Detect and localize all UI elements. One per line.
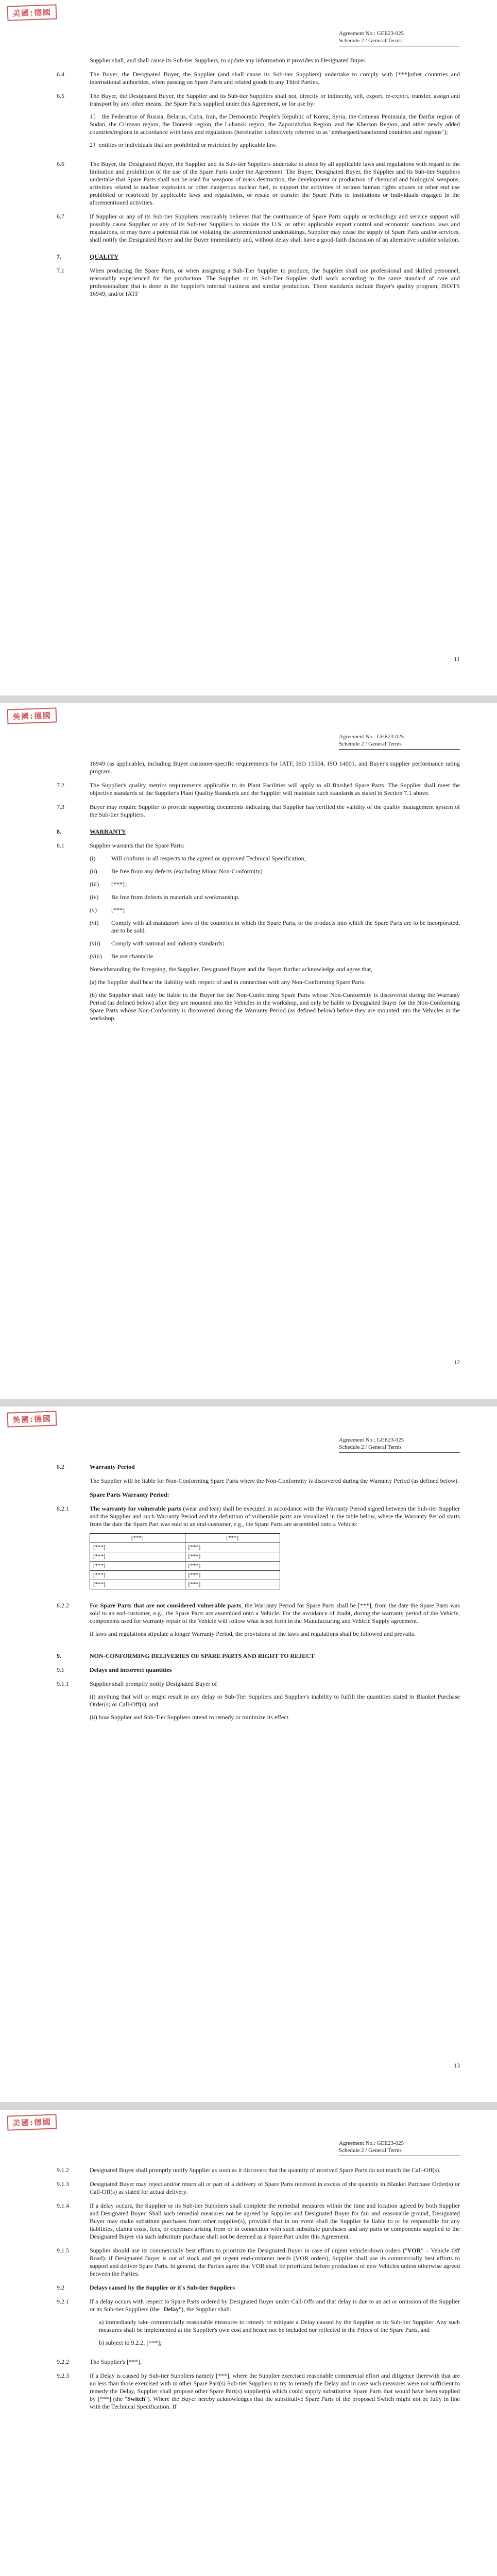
page-number: 12 <box>454 1359 460 1366</box>
page-number: 11 <box>454 655 460 663</box>
subsection-title: Spare Parts Warranty Period: <box>90 1491 169 1498</box>
page-header <box>339 2140 460 2156</box>
list-item: (iii) [***]； <box>90 880 131 888</box>
clause-number: 6.5 <box>57 92 64 99</box>
clause-title: Delays caused by the Supplier or it's Sub-tier Suppliers <box>90 2284 235 2291</box>
header-rule <box>339 749 460 750</box>
table-row: [***] [***] <box>90 1571 280 1580</box>
clause-number: 9.1.1 <box>57 1680 69 1687</box>
confidential-stamp: 美國:德國 <box>7 707 57 724</box>
page-content <box>57 1463 460 1733</box>
clause-6-5-item-1: 1） the Federation of Russia, Belarus, Cuba, Iran, the Democratic People's Republic of Korea, Syria, the Crimean Peninsula, the Darfur region of Sudan, the Crimean region, the Donetsk region, the Luhansk region, the Zaporizhzhia Region, and the Kherson Region, and other newly added countries/regions in accordance with laws and regulations (hereinafter collectively referred to as "embargoed/sanctioned countries and regions"); <box>90 113 460 135</box>
clause-number: 7.1 <box>57 267 64 274</box>
paragraph: (ii) how Supplier and Sub-Tier Suppliers intend to remedy or minimize its effect. <box>90 1714 290 1721</box>
clause-6-4: The Buyer, the Designated Buyer, the Supplier (and shall cause its Sub-tier Suppliers) undertake to comply with [***]other countries and international authorities, when passing on Spare Parts and related goods to any Third Parties. <box>90 71 460 86</box>
document-page-14 <box>0 2110 497 2576</box>
clause-number: 8.2.1 <box>57 1505 69 1512</box>
paragraph: Notwithstanding the foregoing, the Supplier, Designated Buyer and the Buyer further acknowledge and agree that, <box>90 965 373 973</box>
clause-number: 9.1.3 <box>57 2180 69 2188</box>
section-title-warranty: WARRANTY <box>90 828 126 835</box>
paragraph: (b) the Supplier shall only be liable to the Buyer for the Non-Conforming Spare Parts whose Non-Conformity is discovered during the Warranty Period (as defined below) after they are mounted into the Vehicles in the workshop, and only be liable to Designated Buyer for the Non-Conforming Spare Parts whose Non-Conformity is discovered during the Warranty Period (as defined below) before they are mounted into the Vehicles in the workshop. <box>90 991 460 1022</box>
section-title-quality: QUALITY <box>90 253 119 260</box>
clause-9-2-2: The Supplier's [***]. <box>90 2358 142 2365</box>
table-header: [***] <box>185 1534 280 1543</box>
paragraph: b) subject to 9.2.2, [***]; <box>99 2339 162 2346</box>
section-title-non-conforming: NON-CONFORMING DELIVERIES OF SPARE PARTS AND RIGHT TO REJECT <box>90 1652 315 1659</box>
list-item: (vi) Comply with all mandatory laws of the countries in which the Spare Parts, or the products into which the Spare Parts are to be incorporated, are to be sold. <box>90 919 460 934</box>
paragraph: 16949 (as applicable), including Buyer customer-specific requirements for IATF, ISO 15504, ISO 14001, and Buyer's supplier performance rating program. <box>90 760 460 775</box>
list-item: (iv) Be free from defects in materials and workmanship. <box>90 893 240 901</box>
clause-9-1-1: Supplier shall promptly notify Designated Buyer of <box>90 1680 217 1687</box>
clause-6-5: The Buyer, the Designated Buyer, the Supplier and its Sub-tier Suppliers shall not, directly or indirectly, sell, export, re-export, transfer, assign and transport by any other means, the Spare Parts supplied under this Agreement, or for use by: <box>90 92 460 107</box>
clause-9-2-1: If a delay occurs with respect to Spare Parts ordered by Designated Buyer under Call-Offs and that delay is due to an act or omission of the Supplier or its Sub-tier Suppliers (the "Delay"), the Supplier shall: <box>90 2298 460 2313</box>
clause-9-2-3: If a Delay is caused by Sub-tier Suppliers namely [***], where the Supplier exercised reasonable commercial effort and diligence therewith that are no less than those exercised with in other Spare Part(s) Sub-tier Suppliers to try to remedy the Delay and in case such measures were not sufficient to remedy the Delay, Supplier shall propose other Spare Part(s) supplier(s) which could supply substitutive Spare Parts that would have been supplied by [***] (the "Switch"). Where the Buyer hereby acknowledges that the substitutive Spare Parts of the proposed Switch might not be fully in line with the Technical Specification. If <box>90 2372 460 2410</box>
clause-title: Delays and incorrect quantities <box>90 1666 172 1673</box>
paragraph: If laws and regulations stipulate a longer Warranty Period, the provisions of the laws and regulations shall be followed and prevails. <box>90 1630 416 1637</box>
clause-number: 7.3 <box>57 803 64 810</box>
schedule-title: Schedule 2 / General Terms <box>339 38 402 44</box>
clause-9-1-4: If a delay occurs, the Supplier or its Sub-tier Suppliers shall complete the remedial measures within the time and location agreed by both Supplier and Designated Buyer. Shall such remedial measures not be agreed by Supplier and Designated Buyer for fair and reasonable ground, Designated Buyer may make substitute purchases from other supplier(s), provided that in no event shall the Supplier be liable to or be responsible for any liabilities, claims costs, fees, or expenses arising from or in connection with such substitute purchases and any parts or components supplied to the Designated Buyer via such substitute purchase shall not be deemed as a Spare Part under this Agreement. <box>90 2202 460 2240</box>
clause-number: 6.7 <box>57 213 64 220</box>
page-number: 13 <box>454 2062 460 2069</box>
clause-number: 9.2.3 <box>57 2372 69 2379</box>
clause-number: 9.1.5 <box>57 2247 69 2254</box>
clause-7-1: When producing the Spare Parts, or when assigning a Sub-Tier Supplier to produce, the Supplier shall use professional and skilled personnel, reasonably experienced for the production. The Supplier or its Sub-Tier Supplier shall work according to the same standard of care and professionalism that is done in the Supplier's internal business and similar production. These standards include Buyer's quality program, ISO/TS 16949, and/or IATF <box>90 267 460 297</box>
section-number: 7. <box>57 253 61 260</box>
list-item: (vii) Comply with national and industry standards； <box>90 940 229 947</box>
clause-8-2-2: For Spare Parts that are not considered vulnerable parts, the Warranty Period for Spare Parts shall be [***], from the date the Spare Parts was sold to an end-customer, e.g., the Spare Parts are assembled onto a Vehicle. For the avoidance of doubt, during the warranty period of the Vehicle, components used for warranty repair of the Vehicle will follow what is set forth in the Manufacturing and Vehicle Supply agreement. <box>90 1602 460 1624</box>
list-item: (viii) Be merchantable. <box>90 953 155 960</box>
clause-9-1-3: Designated Buyer may reject and/or return all or part of a delivery of Spare Parts received in excess of the quantity in Blanket Purchase Order(s) or Call-Off(s) as stated for actual delivery. <box>90 2180 460 2195</box>
clause-number: 9.2.2 <box>57 2358 69 2365</box>
section-number: 8. <box>57 828 61 835</box>
clause-title: Warranty Period <box>90 1463 135 1470</box>
schedule-title: Schedule 2 / General Terms <box>339 2147 402 2154</box>
clause-number: 8.2.2 <box>57 1602 69 1609</box>
paragraph: a) immediately take commercially reasonable measures to remedy or mitigate a Delay caused by the Supplier or its Sub-tier Supplier. Any such measures shall be implemented at the Supplier's own cost and hence not be included nor reflected in the Prices of the Spare Parts, and <box>99 2318 460 2333</box>
clause-9-1-5: Supplier should use its commercially best efforts to prioritize the Designated Buyer in case of urgent vehicle-down orders ("VOR" – Vehicle Off Road): if Designated Buyer is out of stock and get urgent end-customer needs (VOR orders), Supplier shall use its commercially best efforts to support and deliver Spare Parts. In general, the Parties agree that VOR shall be prioritized before production of new Vehicles unless otherwise agreed between the Parties. <box>90 2247 460 2277</box>
document-page-12 <box>0 703 497 1399</box>
clause-6-7: If Supplier or any of its Sub-tier Suppliers reasonably believes that the continuance of Spare Parts supply or technology and service support will possibly cause Supplier or any of its Sub-tier Suppliers to violate the U.S. or other applicable export control and economic sanctions laws and regulations, or may have a potential risk for violating the aforementioned undertakings, Supplier may cease the supply of Spare Parts and/or services, shall notify the Designated Buyer and the Buyer immediately and, without delay shall have a good-faith discussion of an alternative suitable solution. <box>90 213 460 243</box>
clause-number: 6.6 <box>57 160 64 167</box>
header-rule <box>339 1452 460 1453</box>
schedule-title: Schedule 2 / General Terms <box>339 741 402 747</box>
clause-8-2: The Supplier will be liable for Non-Conforming Spare Parts where the Non-Conformity is discovered during the Warranty Period (as defined below). <box>90 1477 459 1484</box>
page-content <box>57 2166 460 2417</box>
clause-number: 9.1 <box>57 1666 64 1673</box>
clause-9-1-2: Designated Buyer shall promptly notify Supplier as soon as it discovers that the quantity of received Spare Parts do not match the Call-Off(s). <box>90 2166 441 2174</box>
table-row: [***] [***] <box>90 1562 280 1571</box>
page-header <box>339 30 460 46</box>
table-row: [***] [***] <box>90 1580 280 1589</box>
paragraph: (i) anything that will or might result in any delay or Sub-Tier Suppliers and Supplier's inability to fulfill the quantities stated in Blanket Purchase Order(s) or Call-Off(s), and <box>90 1693 460 1708</box>
clause-7-2: The Supplier's quality metrics requirements applicable to its Plant Facilities will apply to all finished Spare Parts. The Supplier shall meet the objective standards of the Supplier's Plant Quality Standards and the Supplier will maintain such standards as stated in Section 7.1 above. <box>90 782 460 796</box>
clause-number: 8.2 <box>57 1463 64 1470</box>
confidential-stamp: 美國:德國 <box>7 2114 57 2130</box>
agreement-number: Agreement No.: GEE23-025 <box>339 2140 404 2146</box>
page-header <box>339 733 460 750</box>
paragraph: (a) the Supplier shall bear the liability with respect of and in connection with any Non-Conforming Spare Parts. <box>90 978 366 986</box>
list-item: (v) [***] <box>90 906 125 913</box>
list-item: (i) Will conform in all respects to the agreed or approved Technical Specification, <box>90 855 306 862</box>
list-item: (ii) Be free from any defects (excluding Minor Non-Conformity) <box>90 868 263 875</box>
confidential-stamp: 美國:德國 <box>7 1411 57 1427</box>
clause-number: 9.1.2 <box>57 2166 69 2174</box>
table-row: [***] [***] <box>90 1552 280 1562</box>
agreement-number: Agreement No.: GEE23-025 <box>339 734 404 740</box>
schedule-title: Schedule 2 / General Terms <box>339 1444 402 1450</box>
document-page-13 <box>0 1406 497 2102</box>
clause-number: 9.1.4 <box>57 2202 69 2209</box>
page-content <box>57 760 460 1033</box>
document-page-11 <box>0 0 497 696</box>
clause-7-3: Buyer may require Supplier to provide supporting documents indicating that Supplier has verified the validity of the quality management system of the Sub-tier Suppliers. <box>90 803 460 818</box>
confidential-stamp: 美國:德國 <box>7 4 57 21</box>
page-content <box>57 57 460 304</box>
clause-number: 8.1 <box>57 842 64 849</box>
warranty-table <box>90 1533 280 1589</box>
page-header <box>339 1436 460 1453</box>
clause-8-1: Supplier warrants that the Spare Parts: <box>90 842 185 849</box>
clause-6-5-item-2: 2）entities or individuals that are prohibited or restricted by applicable law. <box>90 141 277 148</box>
clause-number: 9.2 <box>57 2284 64 2291</box>
clause-8-2-1: The warranty for vulnerable parts (wear and tear) shall be executed in accordance with the Warranty Period signed between the Sub-tier Supplier and the Supplier and such Warranty Period and the definition of vulnerable parts are visualized in the table below, where the Warranty Period starts from the date the Spare Part was sold to an end-customer, e.g., the Spare Parts are assembled onto a Vehicle: <box>90 1505 460 1528</box>
paragraph: Supplier shall, and shall cause its Sub-tier Suppliers, to update any information it provides to Designated Buyer. <box>90 57 367 64</box>
table-header: [***] <box>90 1534 185 1543</box>
clause-number: 6.4 <box>57 71 64 78</box>
clause-number: 9.2.1 <box>57 2298 69 2305</box>
agreement-number: Agreement No.: GEE23-025 <box>339 30 404 37</box>
table-row: [***] [***] <box>90 1543 280 1552</box>
clause-6-6: The Buyer, the Designated Buyer, the Supplier and its Sub-tier Suppliers undertake to abide by all applicable laws and regulations with regard to the limitation and prohibition of the use of the Spare Parts under the Agreement. The Buyer, Designated Buyer, the Supplier and its Sub-tier Suppliers undertake that Spare Parts shall not be used for weapons of mass destruction, the development or production of chemical and biological weapons, activities related to nuclear explosion or other dangerous nuclear fuel, to support the activities of serious human rights abuses or other end use prohibited or restricted by applicable laws and regulations, or resale or transfer the Spare Parts to institutions or individuals engaged in the aforementioned activities. <box>90 160 460 206</box>
section-number: 9. <box>57 1652 61 1659</box>
agreement-number: Agreement No.: GEE23-025 <box>339 1437 404 1443</box>
clause-number: 7.2 <box>57 782 64 789</box>
